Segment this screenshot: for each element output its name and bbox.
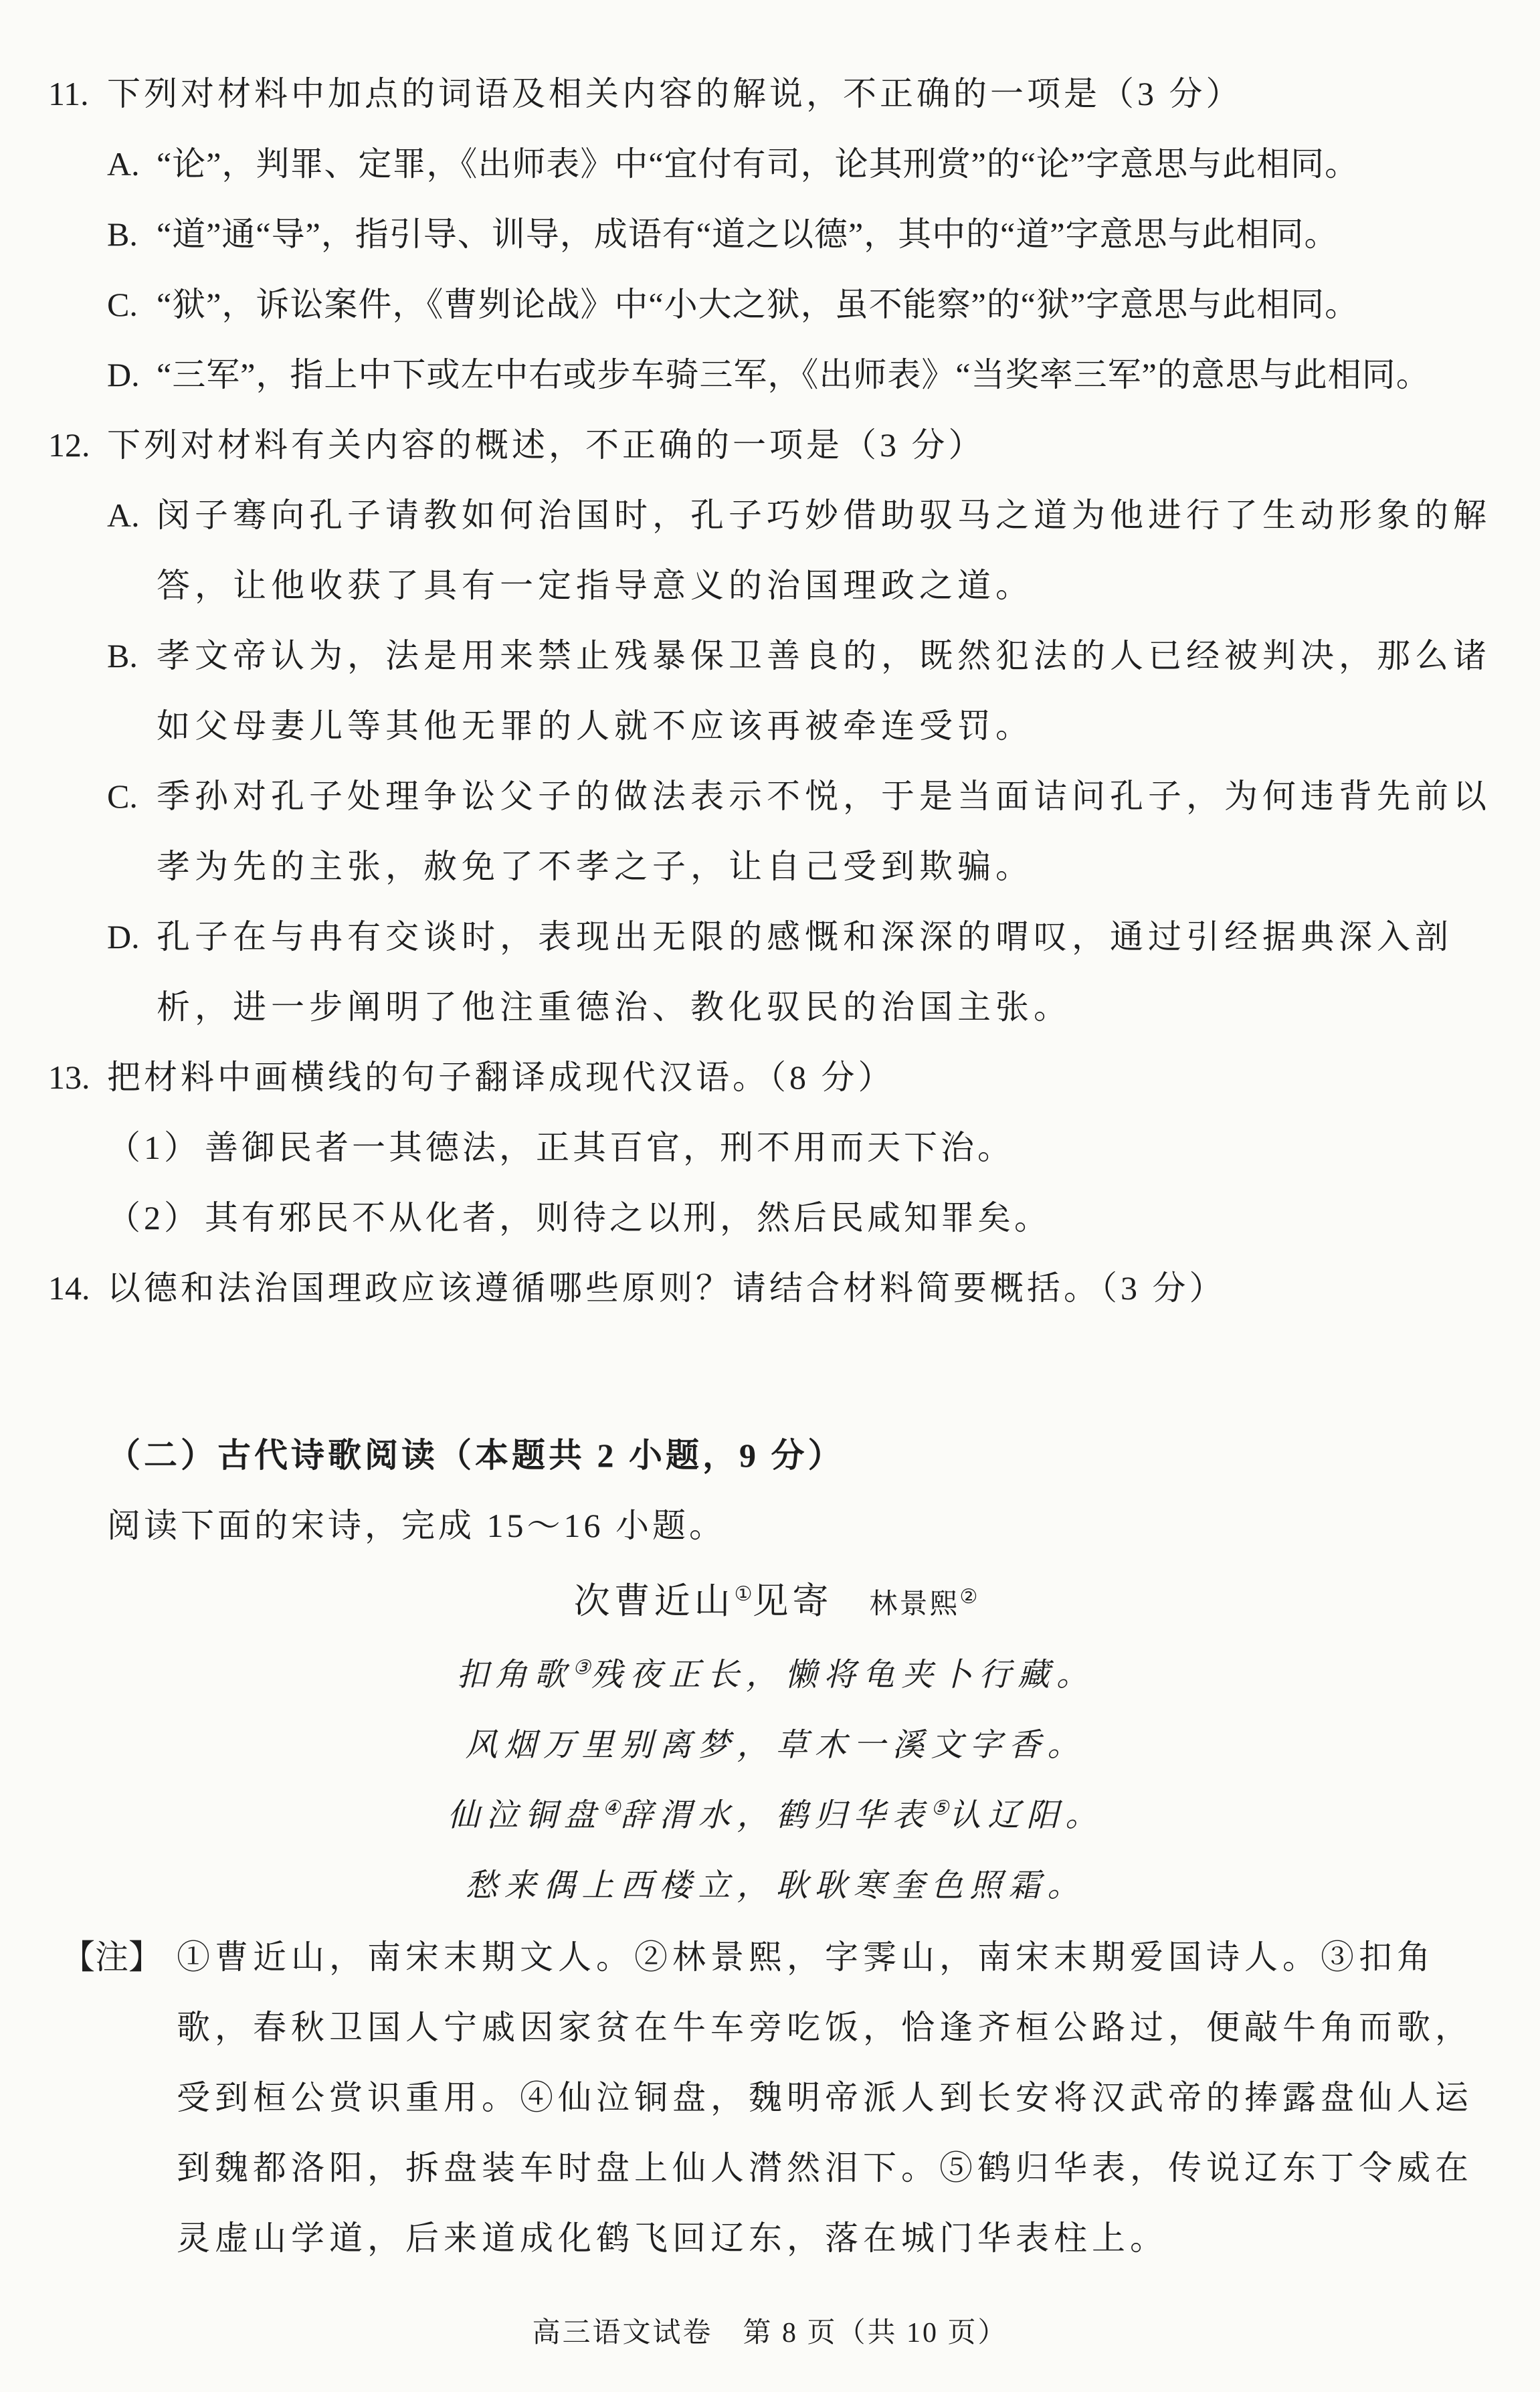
poem-segment: 愁来偶上西楼立，耿耿寒奎色照霜。 [465, 1868, 1086, 1904]
question-12-option-d [48, 902, 1503, 1042]
question-12-option-c [48, 761, 1503, 902]
option-text: “狱”，诉讼案件，《曹刿论战》中“小大之狱，虽不能察”的“狱”字意思与此相同。 [157, 286, 1359, 323]
option-text: 闵子骞向孔子请教如何治国时，孔子巧妙借助驭马之道为他进行了生动形象的解答，让他收获了具有一定指导意义的治国理政之道。 [157, 496, 1491, 604]
option-label: C. [107, 286, 138, 323]
question-13 [48, 1042, 1503, 1113]
option-label: B. [107, 637, 138, 674]
question-11-stem: 下列对材料中加点的词语及相关内容的解说，不正确的一项是（3 分） [107, 75, 1243, 112]
poem-title-note-marker: ① [734, 1583, 753, 1605]
poem-note-marker: ④ [602, 1797, 621, 1819]
poem-line [48, 1780, 1503, 1851]
option-text: 孔子在与冉有交谈时，表现出无限的感慨和深深的喟叹，通过引经据典深入剖析，进一步阐明了他注重德治、教化驭民的治国主张。 [157, 918, 1453, 1026]
note-label: 【注】 [62, 1938, 162, 1976]
question-11 [48, 59, 1503, 129]
page-footer: 高三语文试卷 第 8 页（共 10 页） [532, 2318, 1008, 2349]
question-12-stem: 下列对材料有关内容的概述，不正确的一项是（3 分） [107, 426, 985, 464]
poem-note-marker: ⑤ [931, 1797, 949, 1819]
poem-segment: 认辽阳。 [949, 1798, 1104, 1833]
question-14-stem: 以德和法治国理政应该遵循哪些原则？请结合材料简要概括。（3 分） [107, 1269, 1226, 1307]
poem-line [48, 1710, 1503, 1780]
option-label: D. [107, 918, 140, 955]
option-label: D. [107, 356, 140, 393]
section-heading: （二）古代诗歌阅读（本题共 2 小题，9 分） [107, 1437, 845, 1474]
poem-author-note-marker: ② [959, 1586, 978, 1608]
part-label: （2） [107, 1199, 201, 1236]
poem-segment: 扣角歌 [456, 1657, 573, 1693]
question-14-number: 14. [48, 1269, 90, 1307]
reading-intro: 阅读下面的宋诗，完成 15～16 小题。 [107, 1507, 726, 1544]
question-13-stem: 把材料中画横线的句子翻译成现代汉语。（8 分） [107, 1059, 895, 1096]
option-text: “论”，判罪、定罪，《出师表》中“宜付有司，论其刑赏”的“论”字意思与此相同。 [157, 145, 1359, 183]
poem-title [48, 1566, 1503, 1640]
poem-segment: 风烟万里别离梦，草木一溪文字香。 [465, 1728, 1086, 1763]
poem-line [48, 1851, 1503, 1921]
poem-author [869, 1586, 978, 1620]
poem-note-marker: ③ [573, 1657, 591, 1679]
poem-segment: 残夜正长，懒将龟夹卜行藏。 [590, 1657, 1095, 1693]
part-text: 善御民者一其德法，正其百官，刑不用而天下治。 [205, 1129, 1014, 1166]
option-label: C. [107, 777, 138, 815]
poem-title-text: 次曹近山 [573, 1581, 735, 1621]
poem-line [48, 1640, 1503, 1710]
option-text: “道”通“导”，指引导、训导，成语有“道之以德”，其中的“道”字意思与此相同。 [157, 215, 1339, 253]
option-text: 孝文帝认为，法是用来禁止残暴保卫善良的，既然犯法的人已经被判决，那么诸如父母妻儿等其他无罪的人就不应该再被牵连受罚。 [157, 637, 1491, 745]
question-11-option-b [48, 199, 1503, 270]
poem-segment: 仙泣铜盘 [447, 1798, 603, 1833]
note-text: ①曹近山，南宋末期文人。②林景熙，字霁山，南宋末期爱国诗人。③扣角歌，春秋卫国人宁戚因家贫在牛车旁吃饭，恰逢齐桓公路过，便敲牛角而歌，受到桓公赏识重用。④仙泣铜盘，魏明帝派人到长安将汉武帝的捧露盘仙人运到魏都洛阳，拆盘装车时盘上仙人潸然泪下。⑤鹤归华表，传说辽东丁令威在灵虚山学道，后来道成化鹤飞回辽东，落在城门华表柱上。 [177, 1938, 1473, 2257]
option-text: “三军”，指上中下或左中右或步车骑三军，《出师表》“当奖率三军”的意思与此相同。 [157, 356, 1430, 393]
question-11-number: 11. [48, 75, 89, 112]
question-12-option-a [48, 480, 1503, 621]
part-text: 其有邪民不从化者，则待之以刑，然后民咸知罪矣。 [205, 1199, 1051, 1236]
option-text: 季孙对孔子处理争讼父子的做法表示不悦，于是当面诘问孔子，为何违背先前以孝为先的主张，赦免了不孝之子，让自己受到欺骗。 [157, 777, 1491, 885]
question-11-option-d [48, 340, 1503, 410]
poem-segment: 辞渭水，鹤归华表 [620, 1798, 931, 1833]
question-13-part-1 [48, 1113, 1503, 1183]
question-13-part-2 [48, 1183, 1503, 1253]
part-label: （1） [107, 1129, 201, 1166]
poem-author-name: 林景熙 [869, 1589, 960, 1620]
poem-notes [48, 1922, 1503, 2274]
question-12-number: 12. [48, 426, 90, 464]
option-label: B. [107, 215, 138, 253]
question-12 [48, 410, 1503, 480]
option-label: A. [107, 145, 140, 183]
question-14 [48, 1253, 1503, 1323]
poem-title-text: 见寄 [752, 1581, 833, 1621]
question-11-option-c [48, 270, 1503, 340]
option-label: A. [107, 496, 140, 534]
question-11-option-a [48, 129, 1503, 199]
question-13-number: 13. [48, 1059, 90, 1096]
question-12-option-b [48, 621, 1503, 761]
